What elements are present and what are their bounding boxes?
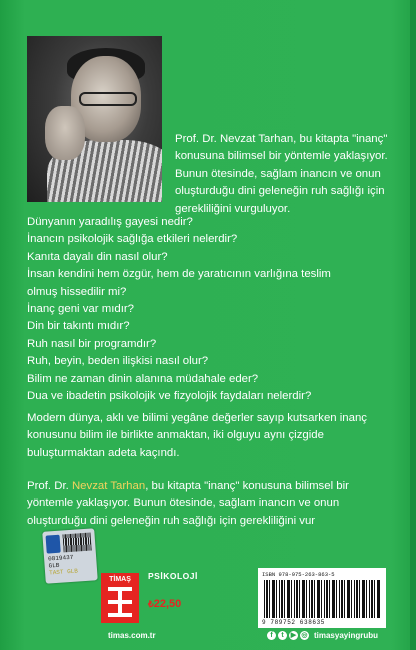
- question-item: İnancın psikolojik sağlığa etkileri nelerdir?: [27, 233, 238, 246]
- barcode-bars: [264, 580, 380, 618]
- author-hand: [45, 106, 85, 160]
- instagram-icon: ◎: [301, 631, 308, 639]
- publisher-logo-text: TİMAŞ: [109, 576, 131, 583]
- currency-symbol: ₺: [148, 599, 154, 609]
- question-item: Ruh, beyin, beden ilişkisi nasıl olur?: [27, 355, 209, 368]
- question-item: Ruh nasıl bir programdır?: [27, 337, 157, 350]
- modern-world-paragraph: Modern dünya, aklı ve bilimi yegâne değerler sayıp kutsarken inanç konusunu bilim ile birlikte anmaktan, iki olguyu aynı çizgide buluşturmaktan adeta kaçındı.: [27, 412, 368, 459]
- price-label: [148, 598, 181, 610]
- question-item: olmuş hissedilir mi?: [27, 285, 127, 298]
- footer: [108, 626, 378, 644]
- sticker-logo: [46, 535, 61, 554]
- spine-edge: [410, 0, 416, 650]
- barcode-digits: 9 789752 638635: [262, 619, 326, 626]
- question-item: Kanıta dayalı din nasıl olur?: [27, 250, 168, 263]
- isbn-barcode: [258, 568, 386, 628]
- sticker-code: 0819437 GLB: [47, 553, 74, 570]
- sticker-note: TAST GLB: [48, 567, 79, 577]
- social-handle: timasyayingrubu: [313, 630, 378, 640]
- intro-paragraph: Prof. Dr. Nevzat Tarhan, bu kitapta "inanç" konusuna bilimsel bir yöntemle yaklaşıyor. Bunun ötesinde, sağlam inancın ve onun oluşturduğu dini geleneğin ruh sağlığı için gerekliliğini vurguluyor.: [175, 133, 388, 215]
- question-item: Din bir takıntı mıdır?: [27, 320, 130, 333]
- question-item: İnanç geni var mıdır?: [27, 303, 134, 316]
- social-links: [267, 631, 378, 640]
- question-item: Dünyanın yaradılış gayesi nedir?: [27, 216, 193, 228]
- publisher-logo: [101, 573, 139, 623]
- question-item: İnsan kendini hem özgür, hem de yaratıcının varlığına teslim: [27, 268, 331, 281]
- library-sticker: [42, 528, 98, 584]
- question-list: [27, 214, 397, 405]
- sticker-barcode: [62, 533, 91, 553]
- website-link: timas.com.tr: [108, 630, 156, 640]
- publisher-mark-icon: [108, 587, 132, 617]
- price-value: 22,50: [153, 598, 182, 610]
- isbn-text: ISBN 978-975-263-863-5: [262, 571, 335, 578]
- bottom-paragraph: [27, 478, 397, 530]
- author-glasses: [79, 92, 137, 106]
- question-item: Dua ve ibadetin psikolojik ve fizyolojik faydaları nelerdir?: [27, 390, 312, 403]
- youtube-icon: ▶: [290, 631, 297, 639]
- question-item: Bilim ne zaman dinin alanına müdahale eder?: [27, 372, 259, 385]
- category-label: PSİKOLOJİ: [148, 571, 198, 581]
- bottom-prefix: Prof. Dr.: [27, 480, 72, 492]
- author-name-highlight: Nevzat Tarhan: [71, 480, 146, 492]
- bottom-rest: , bu kitapta "inanç" konusuna bilimsel bir yöntemle yaklaşıyor. Bunun ötesinde, sağlam inancın ve onun oluşturduğu dini geleneğin ruh sağlığı için gerekliliğini vur: [27, 480, 349, 527]
- author-photo: [27, 36, 162, 202]
- facebook-icon: f: [267, 631, 276, 640]
- twitter-icon: t: [278, 631, 287, 640]
